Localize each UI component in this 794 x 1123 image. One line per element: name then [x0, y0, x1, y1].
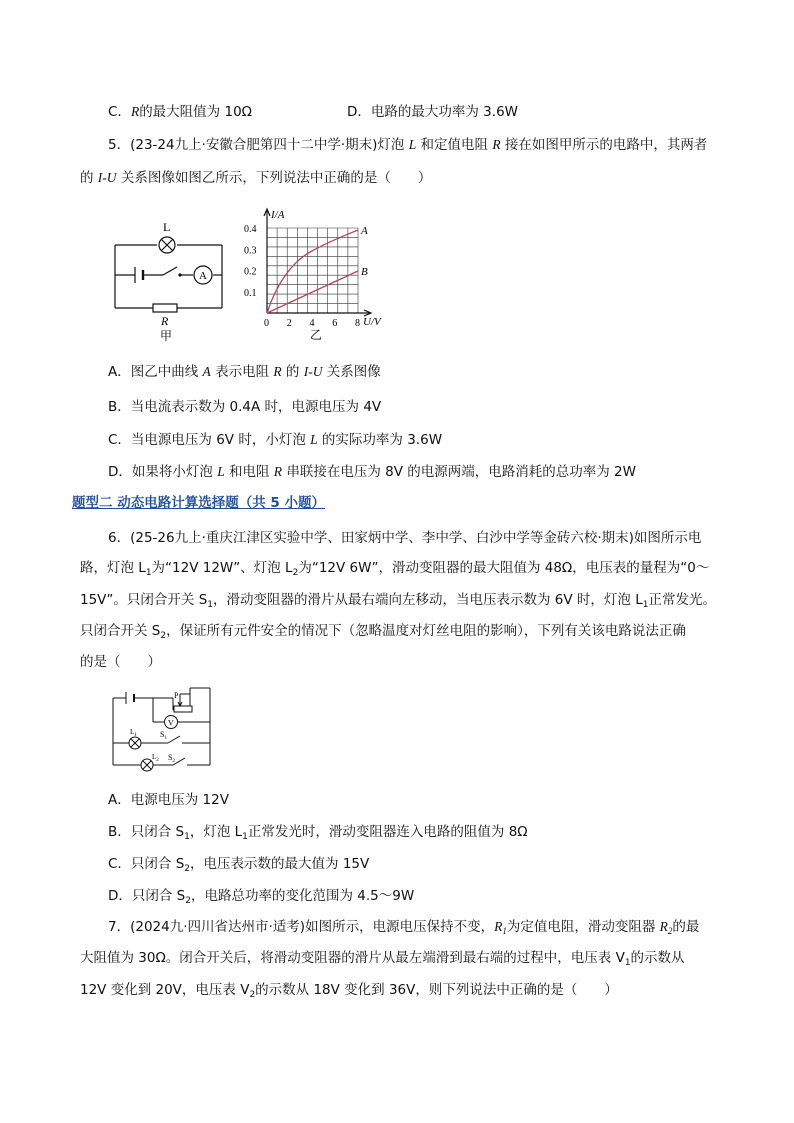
y-tick-label: 0.2 — [244, 266, 257, 278]
q7-stem-line3: 12V 变化到 20V，电压表 $V_2$的示数从 18V 变化到 36V，则下列说法中正确的是（ ） — [80, 982, 618, 1000]
switch-contact-icon — [178, 273, 181, 276]
voltmeter-label: V — [168, 718, 174, 728]
q6-option-d: D．只闭合 $S_2$，电路总功率的变化范围为 4.5～9W — [108, 888, 415, 906]
q6-option-c: C．只闭合 $S_2$，电压表示数的最大值为 15V — [108, 856, 370, 874]
q6-stem-line5: 的是（ ） — [80, 654, 161, 670]
lamp-l1-icon — [129, 737, 141, 749]
q6-option-b: B．只闭合 $S_1$，灯泡 $L_1$正常发光时，滑动变阻器连入电路的阻值为 8Ω — [108, 824, 528, 842]
x-tick-label: 2 — [286, 318, 292, 329]
battery-icon — [135, 267, 143, 283]
y-axis-label: I/A — [271, 209, 285, 221]
q6-circuit-diagram — [108, 680, 218, 780]
figure-a-caption: 甲 — [160, 329, 173, 343]
x-tick-label: 4 — [309, 318, 315, 329]
switch-s1-label: $S_1$ — [160, 730, 167, 741]
q5-stem-line1: 5．(23-24九上·安徽合肥第四十二中学·期末)灯泡 L 和定值电阻 R 接在如图甲所示的电路中，其两者 — [108, 137, 708, 153]
figure-b-caption: 乙 — [310, 328, 323, 342]
switch-s2-label: $S_2$ — [168, 753, 175, 764]
resistor-label: R — [161, 314, 169, 328]
battery-icon — [126, 692, 134, 704]
q7-stem-line1: 7．(2024九·四川省达州市·适考)如图所示，电源电压保持不变，$R_1$为定值电阻，滑动变阻器 $R_2$的最 — [108, 919, 700, 936]
curve-a-label: A — [361, 225, 368, 237]
slider-label: P — [174, 691, 179, 700]
q6-stem-line1: 6．(25-26九上·重庆江津区实验中学、田家炳中学、李中学、白沙中学等金砖六校·期末)如图所示电 — [108, 530, 702, 546]
lamp-label: L — [163, 220, 171, 234]
rheostat-icon — [174, 706, 192, 712]
x-tick-label: 8 — [355, 318, 360, 329]
line-b — [267, 271, 358, 313]
y-tick-label: 0.1 — [244, 287, 257, 299]
q5-iu-graph — [240, 203, 390, 343]
line-b-label: B — [361, 266, 368, 278]
y-tick-label: 0.4 — [244, 224, 257, 235]
section-title: 题型二 动态电路计算选择题（共 5 小题） — [72, 495, 325, 511]
q5-option-b: B．当电流表示数为 0.4A 时，电源电压为 4V — [108, 399, 382, 415]
q6-stem-line2: 路，灯泡 $L_1$为“12V 12W”、灯泡 $L_2$为“12V 6W”，滑动变阻器的最大阻值为 48Ω，电压表的量程为“0～ — [80, 560, 710, 578]
q6-stem-line3: 15V”。只闭合开关 $S_1$，滑动变阻器的滑片从最右端向左移动，当电压表示数为 6V 时，灯泡 $L_1$正常发光。 — [80, 592, 716, 610]
q5-option-c: C．当电源电压为 6V 时，小灯泡 L 的实际功率为 3.6W — [108, 432, 443, 448]
q4-option-d: D．电路的最大功率为 3.6W — [347, 104, 519, 120]
x-tick-label: 6 — [332, 318, 338, 329]
lamp-l1-label: $L_1$ — [130, 728, 137, 738]
lamp-icon — [159, 237, 175, 253]
slider-arrow-icon — [178, 694, 190, 706]
q5-option-d: D．如果将小灯泡 L 和电阻 R 串联接在电压为 8V 的电源两端，电路消耗的总功率为 2W — [108, 464, 636, 480]
q5-circuit-diagram — [105, 215, 235, 345]
x-tick-label: 0 — [264, 318, 269, 329]
x-axis-label: U/V — [363, 316, 381, 328]
curve-a — [267, 230, 358, 313]
q6-option-a: A．电源电压为 12V — [108, 792, 229, 808]
q5-stem-line2: 的 I-U 关系图像如图乙所示，下列说法中正确的是（ ） — [80, 170, 432, 186]
ammeter-label: A — [199, 270, 207, 282]
q6-stem-line4: 只闭合开关 $S_2$，保证所有元件安全的情况下（忽略温度对灯丝电阻的影响），下列有关该电路说法正确 — [80, 623, 686, 641]
q5-option-a: A．图乙中曲线 A 表示电阻 R 的 I-U 关系图像 — [108, 364, 381, 380]
resistor-icon — [153, 304, 177, 312]
q4-option-c: C．R的最大阻值为 10Ω — [108, 104, 252, 120]
q7-stem-line2: 大阻值为 30Ω。闭合开关后，将滑动变阻器的滑片从最左端滑到最右端的过程中，电压表 $V_1$的示数从 — [80, 950, 685, 968]
lamp-l2-label: $L_2$ — [152, 753, 159, 763]
y-tick-label: 0.3 — [244, 245, 257, 257]
